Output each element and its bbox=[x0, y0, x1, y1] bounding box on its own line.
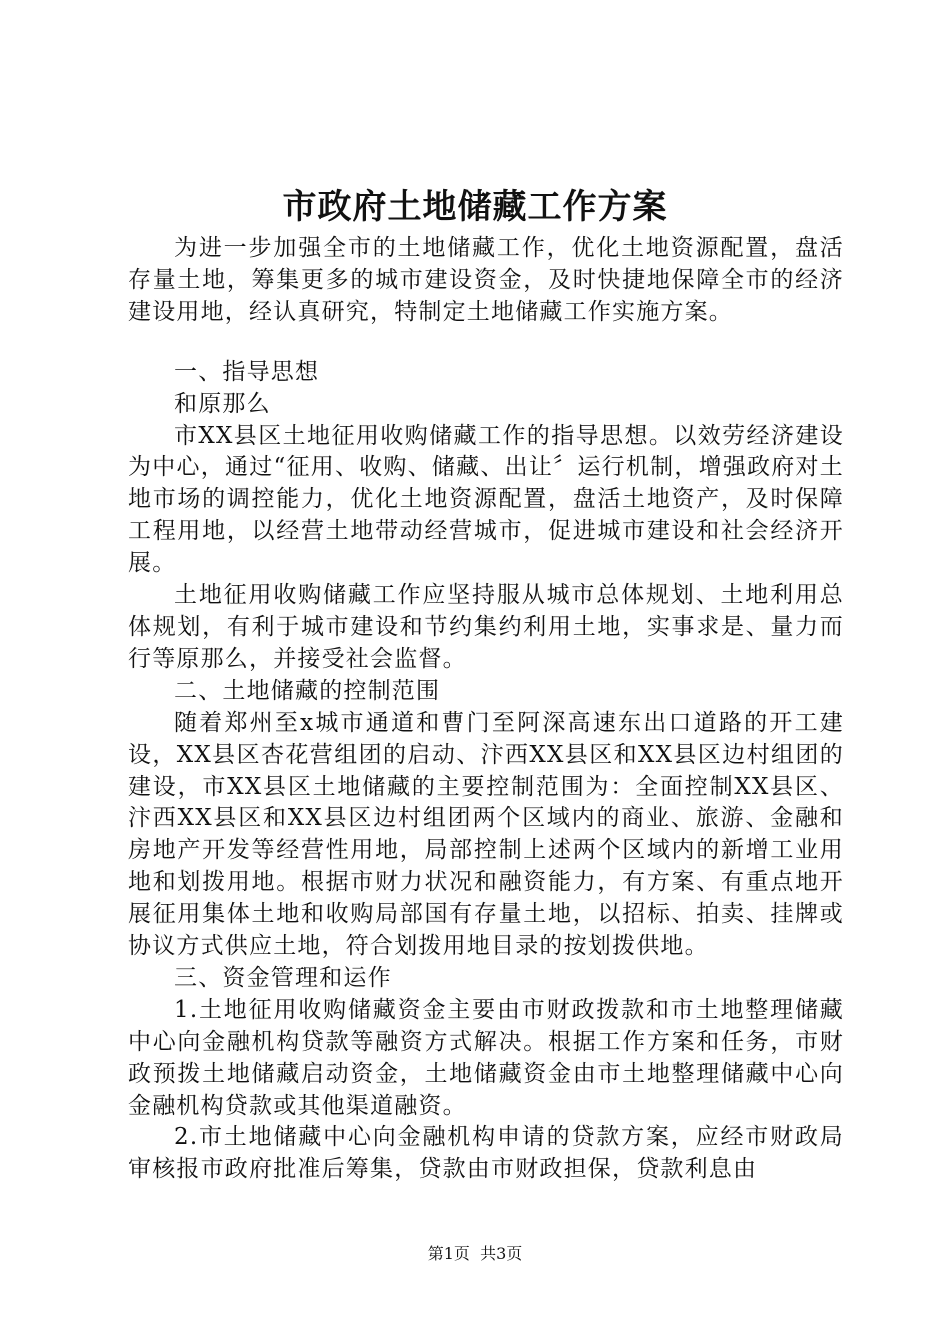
section-2-heading: 二、土地储藏的控制范围 bbox=[174, 677, 441, 704]
intro-paragraph: 为进一步加强全市的土地储藏工作，优化土地资源配置，盘活存量土地，筹集更多的城市建设资金，及时快捷地保障全市的经济建设用地，经认真研究，特制定土地储藏工作实施方案。 bbox=[128, 235, 844, 325]
section-1-paragraph-2: 土地征用收购储藏工作应坚持服从城市总体规划、土地利用总体规划，有利于城市建设和节约集约利用土地，实事求是、量力而行等原那么，并接受社会监督。 bbox=[128, 582, 844, 672]
section-3-paragraph-1: 1.土地征用收购储藏资金主要由市财政拨款和市土地整理储藏中心向金融机构贷款等融资方式解决。根据工作方案和任务，市财政预拨土地储藏启动资金，土地储藏资金由市土地整理储藏中心向金融机构贷款或其他渠道融资。 bbox=[128, 996, 844, 1119]
document-title: 市政府土地储藏工作方案 bbox=[282, 187, 668, 227]
section-3-heading: 三、资金管理和运作 bbox=[174, 964, 392, 991]
page-total: 共3页 bbox=[480, 1244, 523, 1263]
page-number: 第1页 bbox=[427, 1244, 470, 1263]
page-footer bbox=[0, 1244, 950, 1264]
document-body bbox=[128, 233, 844, 1186]
section-1-paragraph-1: 市XX县区土地征用收购储藏工作的指导思想。以效劳经济建设为中心，通过“征用、收购、储藏、出让〞运行机制，增强政府对土地市场的调控能力，优化土地资源配置，盘活土地资产，及时保障工程用地，以经营土地带动经营城市，促进城市建设和社会经济开展。 bbox=[128, 422, 844, 577]
section-3-paragraph-2: 2.市土地储藏中心向金融机构申请的贷款方案，应经市财政局审核报市政府批准后筹集，贷款由市财政担保，贷款利息由 bbox=[128, 1124, 844, 1183]
section-2-paragraph-1: 随着郑州至x城市通道和曹门至阿深高速东出口道路的开工建设，XX县区杏花营组团的启动、汴西XX县区和XX县区边村组团的建设，市XX县区土地储藏的主要控制范围为：全面控制XX县区、汴西XX县区和XX县区边村组团两个区域内的商业、旅游、金融和房地产开发等经营性用地，局部控制上述两个区域内的新增工业用地和划拨用地。根据市财力状况和融资能力，有方案、有重点地开展征用集体土地和收购局部国有存量土地，以招标、拍卖、挂牌或协议方式供应土地，符合划拨用地目录的按划拨供地。 bbox=[128, 709, 844, 960]
section-1-subheading: 和原那么 bbox=[174, 390, 271, 417]
paragraph-gap bbox=[128, 329, 844, 357]
section-1-heading: 一、指导思想 bbox=[174, 358, 320, 385]
